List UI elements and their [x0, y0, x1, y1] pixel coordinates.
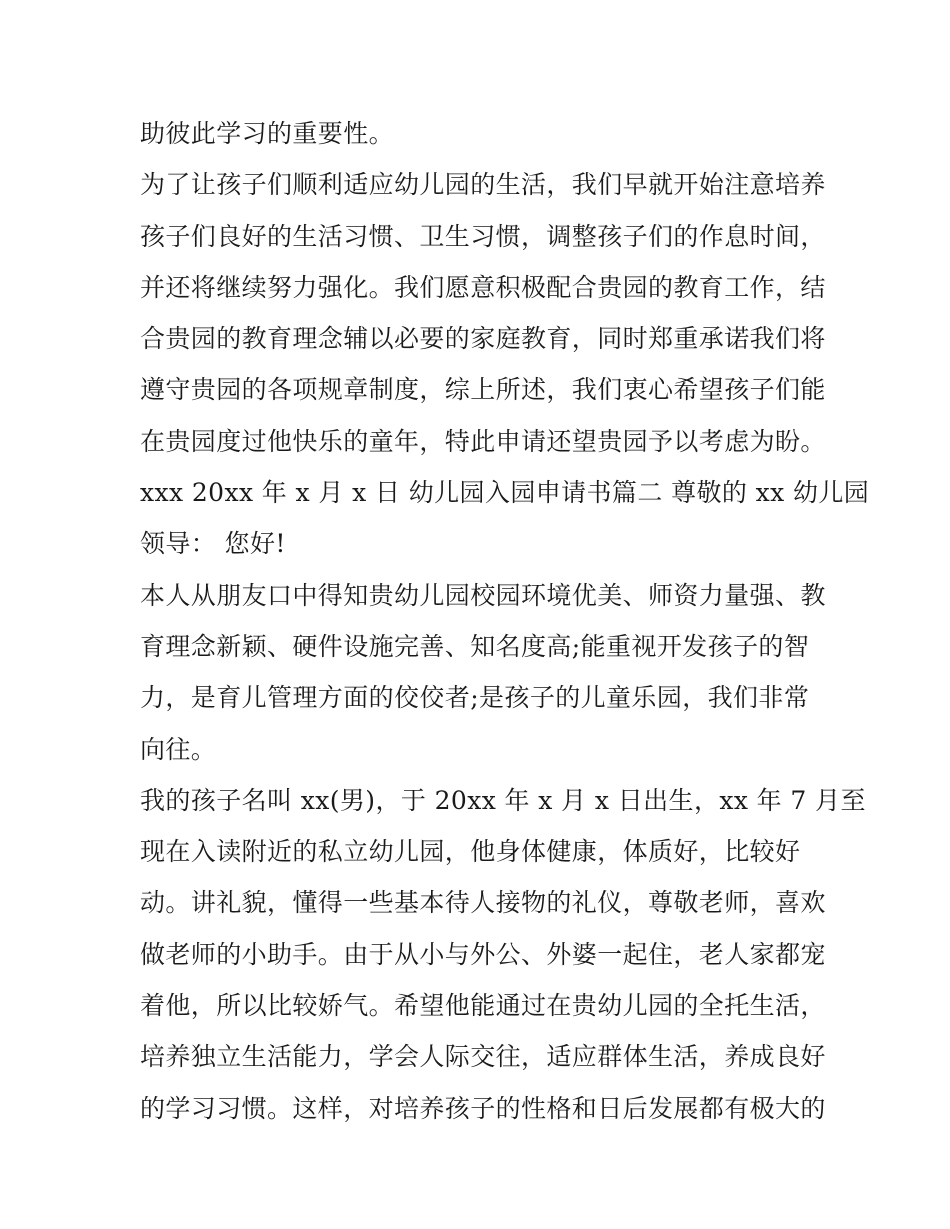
text-line: 着他，所以比较娇气。希望他能通过在贵幼儿园的全托生活， — [140, 991, 826, 1021]
text-line: 我的孩子名叫 xx(男)，于 20xx 年 x 月 x 日出生，xx 年 7 月至 — [140, 785, 866, 815]
text-line: 的学习习惯。这样，对培养孩子的性格和日后发展都有极大的 — [140, 1093, 826, 1123]
text-line: 并还将继续努力强化。我们愿意积极配合贵园的教育工作，结 — [140, 272, 826, 302]
text-line: 在贵园度过他快乐的童年，特此申请还望贵园予以考虑为盼。 — [140, 426, 826, 456]
text-line: 向往。 — [140, 734, 217, 764]
text-line: 孩子们良好的生活习惯、卫生习惯，调整孩子们的作息时间， — [140, 221, 826, 251]
text-line: 现在入读附近的私立幼儿园，他身体健康，体质好，比较好 — [140, 837, 801, 867]
text-line: 动。讲礼貌，懂得一些基本待人接物的礼仪，尊敬老师，喜欢 — [140, 888, 826, 918]
text-line: xxx 20xx 年 x 月 x 日 幼儿园入园申请书篇二 尊敬的 xx 幼儿园 — [140, 478, 870, 508]
text-line: 本人从朋友口中得知贵幼儿园校园环境优美、师资力量强、教 — [140, 580, 826, 610]
text-line: 育理念新颖、硬件设施完善、知名度高;能重视开发孩子的智 — [140, 631, 810, 661]
text-line: 遵守贵园的各项规章制度，综上所述，我们衷心希望孩子们能 — [140, 375, 826, 405]
text-line: 合贵园的教育理念辅以必要的家庭教育，同时郑重承诺我们将 — [140, 324, 826, 354]
text-line: 为了让孩子们顺利适应幼儿园的生活，我们早就开始注意培养 — [140, 170, 826, 200]
text-line: 领导： 您好! — [140, 529, 286, 559]
text-line: 做老师的小助手。由于从小与外公、外婆一起住，老人家都宠 — [140, 939, 826, 969]
document-body — [140, 108, 870, 1134]
text-line: 助彼此学习的重要性。 — [140, 119, 395, 148]
text-line: 培养独立生活能力，学会人际交往，适应群体生活，养成良好 — [140, 1042, 826, 1072]
text-line: 力，是育儿管理方面的佼佼者;是孩子的儿童乐园，我们非常 — [140, 683, 810, 713]
